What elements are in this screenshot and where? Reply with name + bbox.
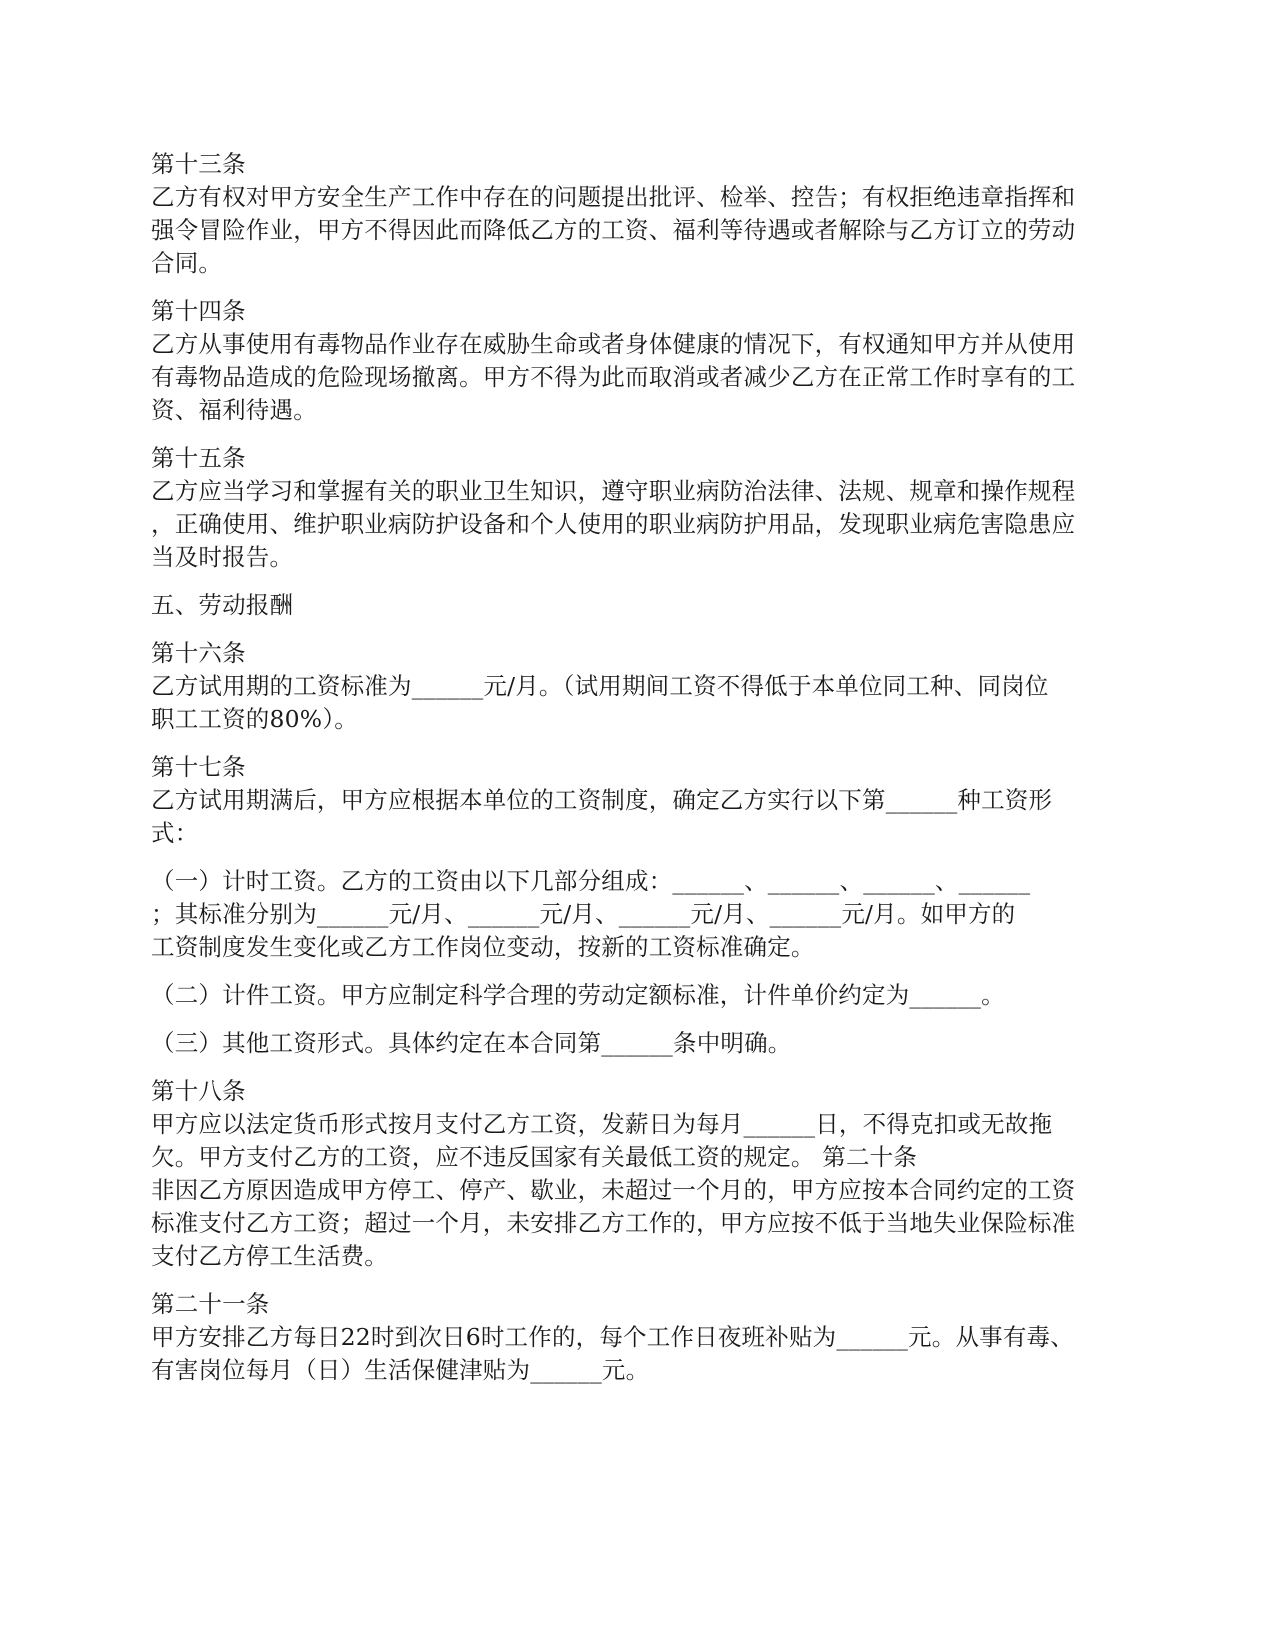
article-heading: 第十三条 [151, 150, 246, 178]
article-text-line: 式： [151, 819, 199, 847]
section-heading: 五、劳动报酬 [151, 591, 294, 619]
article-text-line: 标准支付乙方工资；超过一个月，未安排乙方工作的，甲方应按不低于当地失业保险标准 [151, 1209, 1076, 1237]
article-text-line: 乙方应当学习和掌握有关的职业卫生知识，遵守职业病防治法律、法规、规章和操作规程 [151, 477, 1076, 505]
article-heading: 第二十一条 [151, 1290, 270, 1318]
wage-form-piece [151, 979, 1131, 1012]
article-text-line: 支付乙方停工生活费。 [151, 1242, 388, 1270]
wage-form-time [151, 865, 1131, 964]
article-16 [151, 637, 1131, 736]
article-text-line: ，正确使用、维护职业病防护设备和个人使用的职业病防护用品，发现职业病危害隐患应 [151, 510, 1076, 538]
article-heading: 第十四条 [151, 297, 246, 325]
article-14 [151, 295, 1131, 427]
paragraph-line: 工资制度发生变化或乙方工作岗位变动，按新的工资标准确定。 [151, 933, 815, 961]
wage-form-other [151, 1027, 1131, 1060]
article-18 [151, 1075, 1131, 1273]
article-text-line: 强令冒险作业，甲方不得因此而降低乙方的工资、福利等待遇或者解除与乙方订立的劳动 [151, 216, 1076, 244]
article-text-line: 当及时报告。 [151, 543, 294, 571]
article-text-line: 乙方从事使用有毒物品作业存在威胁生命或者身体健康的情况下，有权通知甲方并从使用 [151, 330, 1076, 358]
article-text-line: 甲方应以法定货币形式按月支付乙方工资，发薪日为每月______日，不得克扣或无故拖 [151, 1110, 1053, 1138]
article-text-line: 有毒物品造成的危险现场撤离。甲方不得为此而取消或者减少乙方在正常工作时享有的工 [151, 363, 1076, 391]
article-text-line: 有害岗位每月（日）生活保健津贴为______元。 [151, 1356, 650, 1384]
article-text-line: 乙方试用期的工资标准为______元/月。（试用期间工资不得低于本单位同工种、同岗位 [151, 672, 1049, 700]
article-17 [151, 751, 1131, 850]
document-body [151, 148, 1131, 1402]
article-text-line: 甲方安排乙方每日22时到次日6时工作的，每个工作日夜班补贴为______元。从事有毒、 [151, 1323, 1074, 1351]
article-text-line: 乙方试用期满后，甲方应根据本单位的工资制度，确定乙方实行以下第______种工资形 [151, 786, 1053, 814]
paragraph-line: （二）计件工资。甲方应制定科学合理的劳动定额标准，计件单价约定为______。 [151, 981, 1005, 1009]
article-21 [151, 1288, 1131, 1387]
article-heading: 第十八条 [151, 1077, 246, 1105]
article-text-line: 非因乙方原因造成甲方停工、停产、歇业，未超过一个月的，甲方应按本合同约定的工资 [151, 1176, 1076, 1204]
article-text-line: 职工工资的80%）。 [151, 705, 358, 733]
article-13 [151, 148, 1131, 280]
article-heading: 第十七条 [151, 753, 246, 781]
article-text-line: 乙方有权对甲方安全生产工作中存在的问题提出批评、检举、控告；有权拒绝违章指挥和 [151, 183, 1076, 211]
paragraph-line: （三）其他工资形式。具体约定在本合同第______条中明确。 [151, 1029, 792, 1057]
paragraph-line: （一）计时工资。乙方的工资由以下几部分组成：______、______、______、______ [151, 867, 1031, 895]
article-text-line: 欠。甲方支付乙方的工资，应不违反国家有关最低工资的规定。 第二十条 [151, 1143, 918, 1171]
article-15 [151, 442, 1131, 574]
article-heading: 第十六条 [151, 639, 246, 667]
article-heading: 第十五条 [151, 444, 246, 472]
section-5-heading [151, 589, 1131, 622]
article-text-line: 合同。 [151, 249, 223, 277]
paragraph-line: ；其标准分别为______元/月、______元/月、______元/月、______元/月。如甲方的 [151, 900, 1016, 928]
article-text-line: 资、福利待遇。 [151, 396, 317, 424]
